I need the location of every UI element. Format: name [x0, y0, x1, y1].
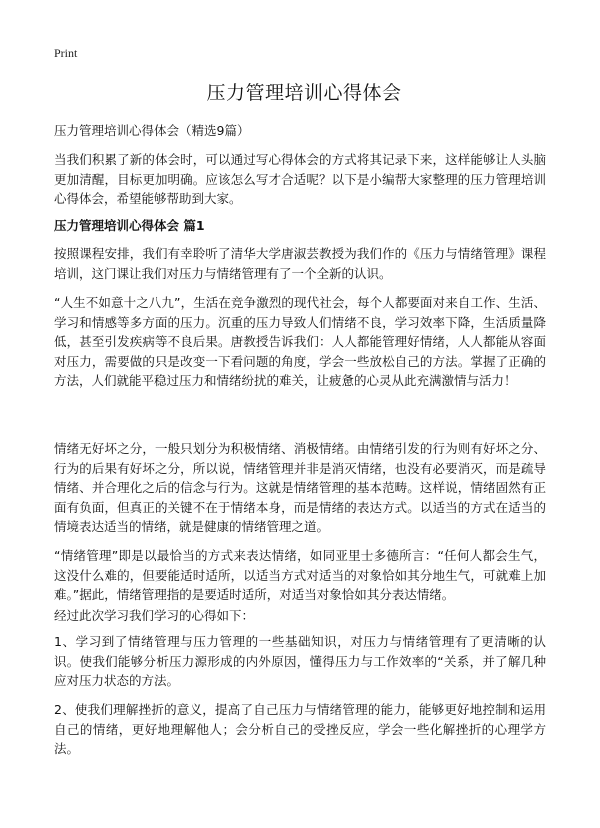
paragraph-7: 2、使我们理解挫折的意义，提高了自己压力与情绪管理的能力，能够更好地控制和运用自己的情绪，更好地理解他人；会分析自己的受挫反应，学会一些化解挫折的心理学方法。 — [54, 702, 546, 756]
paragraph-5: 经过此次学习我们学习的心得如下： — [54, 608, 255, 623]
document-subtitle: 压力管理培训心得体会（精选9篇） — [54, 123, 250, 138]
paragraph-6: 1、学习到了情绪管理与压力管理的一些基础知识，对压力与情绪管理有了更清晰的认识。使我们能够分析压力源形成的内外原因，懂得压力与工作效率的“关系，并了解几种应对压力状态的方法。 — [54, 634, 546, 688]
intro-paragraph: 当我们积累了新的体会时，可以通过写心得体会的方式将其记录下来，这样能够让人头脑更加清醒，目标更加明确。应该怎么写才合适呢？以下是小编帮大家整理的压力管理培训心得体会，希望能够帮助到大家。 — [54, 152, 546, 206]
paragraph-3: 情绪无好坏之分，一般只划分为积极情绪、消极情绪。由情绪引发的行为则有好坏之分、行为的后果有好坏之分，所以说，情绪管理并非是消灭情绪，也没有必要消灭，而是疏导情绪、并合理化之后的信念与行为。这就是情绪管理的基本范畴。这样说，情绪固然有正面有负面，但真正的关键不在于情绪本身，而是情绪的表达方式。以适当的方式在适当的情境表达适当的情绪，就是健康的情绪管理之道。 — [54, 441, 546, 534]
paragraph-1: 按照课程安排，我们有幸聆听了清华大学唐淑芸教授为我们作的《压力与情绪管理》课程培训，这门课让我们对压力与情绪管理有了一个全新的认识。 — [54, 246, 546, 281]
page-title: 压力管理培训心得体会 — [206, 82, 402, 104]
paragraph-4: “情绪管理”即是以最恰当的方式来表达情绪，如同亚里士多德所言：“任何人都会生气，这没什么难的，但要能适时适所，以适当方式对适当的对象恰如其分地生气，可就难上加难。”据此，情绪管理指的是要适时适所，对适当对象恰如其分表达情绪。 — [54, 548, 546, 602]
section-heading: 压力管理培训心得体会 篇1 — [54, 218, 205, 233]
paragraph-2: “人生不如意十之八九”，生活在竞争激烈的现代社会，每个人都要面对来自工作、生活、学习和情感等多方面的压力。沉重的压力导致人们情绪不良，学习效率下降，生活质量降低，甚至引发疾病等不良后果。唐教授告诉我们：人人都能管理好情绪，人人都能从容面对压力，需要做的只是改变一下看问题的角度，学会一些放松自己的方法。掌握了正确的方法，人们就能平稳过压力和情绪纷扰的难关，让疲惫的心灵从此充满激情与活力！ — [54, 295, 546, 388]
print-link[interactable]: Print — [54, 46, 78, 60]
